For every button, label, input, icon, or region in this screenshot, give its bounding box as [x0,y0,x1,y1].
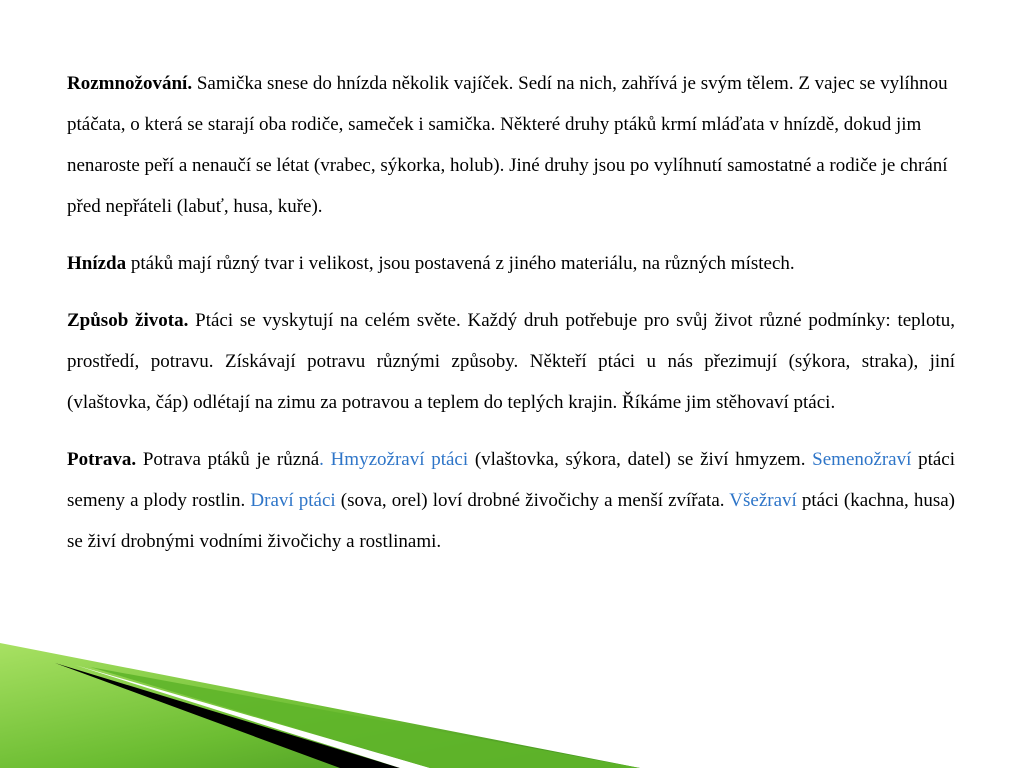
heading-potrava: Potrava. [67,449,137,470]
text-zpusob-zivota: Ptáci se vyskytují na celém světe. Každý druh potřebuje pro svůj život různé podmínky: teplotu, prostředí, potravu. Získávají potravu různými způsoby. Někteří ptáci u nás přezimují (sýkora, straka), jiní (vlaštovka, čáp) odlétají na zimu za potravou a teplem do teplých krajin. Říkáme jim stěhovaví ptáci. [67,310,955,413]
text-potrava-3: ptáci semeny a plody rostlin. [67,449,955,511]
term-semenozravi: Semenožraví [812,449,912,470]
text-potrava-2: (vlaštovka, sýkora, datel) se živí hmyzem. [468,449,813,470]
text-rozmnozovani: Samička snese do hnízda několik vajíček. Sedí na nich, zahřívá je svým tělem. Z vajec se vylíhnou ptáčata, o která se starají oba rodiče, sameček i samička. Některé druhy ptáků krmí mláďata v hnízdě, dokud jim nenaroste peří a nenaučí se létat (vrabec, sýkorka, holub). Jiné druhy jsou po vylíhnutí samostatné a rodiče je chrání před nepřáteli (labuť, husa, kuře). [67,73,948,217]
paragraph-hnizda [67,243,955,284]
text-potrava-5: ptáci (kachna, husa) se živí drobnými vodními živočichy a rostlinami. [67,490,955,552]
term-dravi-ptaci: Draví ptáci [250,490,336,511]
text-potrava-intro: Potrava ptáků je různá [136,449,320,470]
text-hnizda: ptáků mají různý tvar i velikost, jsou postavená z jiného materiálu, na různých místech. [126,253,795,274]
term-vsezravi: Všežraví [729,490,797,511]
paragraph-rozmnozovani [67,63,955,227]
heading-rozmnozovani: Rozmnožování. [67,73,193,94]
text-content [67,63,955,578]
heading-zpusob-zivota: Způsob života. [67,310,189,331]
text-potrava-4: (sova, orel) loví drobné živočichy a menší zvířata. [335,490,730,511]
paragraph-zpusob-zivota [67,300,955,423]
corner-decoration [0,643,640,768]
text-potrava-dot: . [319,449,324,470]
heading-hnizda: Hnízda [67,253,127,274]
term-hmyzozravi-ptaci: Hmyzožraví ptáci [323,449,469,470]
paragraph-potrava [67,439,955,562]
